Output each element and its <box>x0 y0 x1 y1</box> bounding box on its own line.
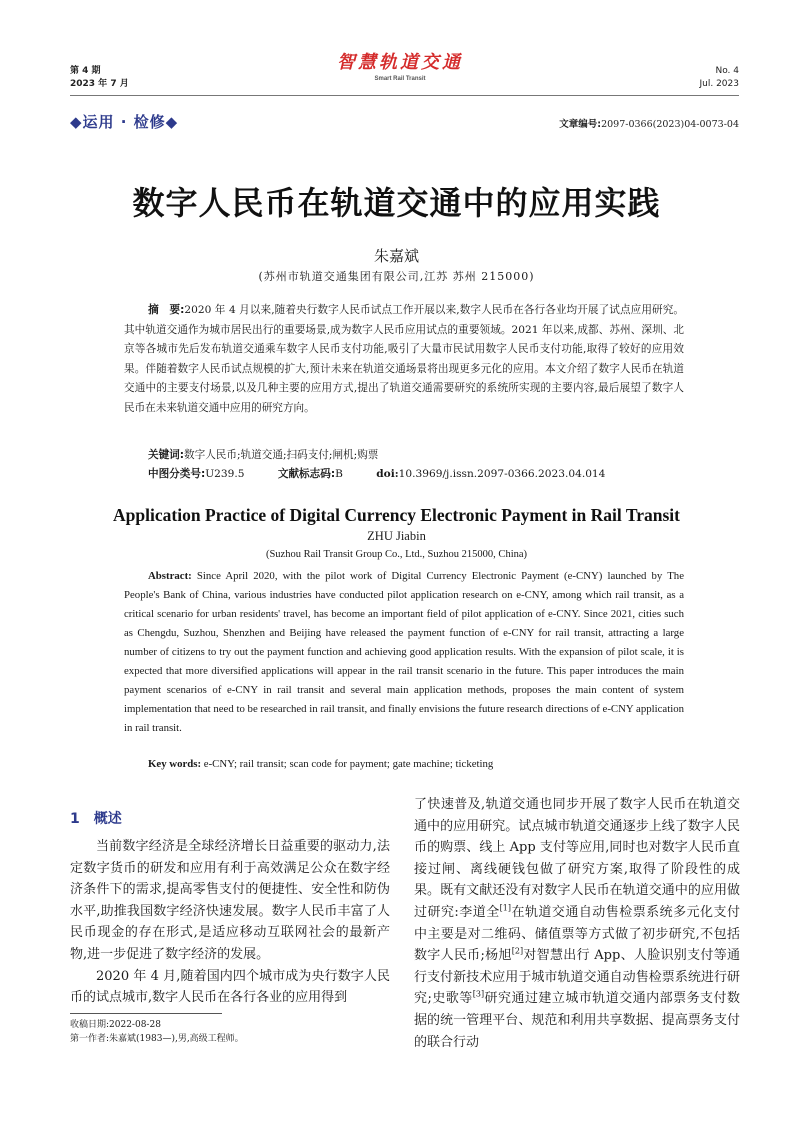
abstract-cn <box>124 301 684 418</box>
column-label: ◆运用 · 检修◆ <box>70 113 179 131</box>
citation-ref[interactable]: [1] <box>499 903 512 913</box>
author-cn: 朱嘉斌 <box>373 247 419 265</box>
text-run: 对智慧出行 App、人脸识别支付等通行支付新技术应用于城市轨道交通自动售检票系统进行研究;史歌等 <box>414 948 740 1007</box>
affiliation-cn: (苏州市轨道交通集团有限公司,江苏 苏州 215000) <box>258 270 535 283</box>
journal-name-cn: 智慧轨道交通 <box>337 52 463 73</box>
clc-value: U239.5 <box>205 468 245 480</box>
abstract-cn-text: 2020 年 4 月以来,随着央行数字人民币试点工作开展以来,数字人民币在各行各业均开展了试点应用研究。其中轨道交通作为城市居民出行的重要场景,成为数字人民币应用试点的重要领域。2021 年以来,成都、苏州、深圳、北京等各城市先后发布轨道交通乘车数字人民币支付功能,吸引了大量市民试用数字人民币支付功能,取得了较好的应用效果。伴随着数字人民币试点规模的扩大,预计未来在轨道交通场景将出现更多元化的应用。本文介绍了数字人民币在轨道交通中的主要支付场景,以及几种主要的应用方式,提出了轨道交通需要研究的系统所实现的主要内容,最后展望了数字人民币在未来轨道交通中应用的研究方向。 <box>124 304 684 414</box>
text-run: 研究通过建立城市轨道交通内部票务支付数据的统一管理平台、规范和利用共享数据、提高票务支付的联合行动 <box>414 991 740 1050</box>
issue-info-cn <box>70 65 129 91</box>
footnotes <box>70 1018 244 1046</box>
first-author-note: 第一作者:朱嘉斌(1983—),男,高级工程师。 <box>70 1034 244 1044</box>
keywords-en-label: Key words: <box>148 758 202 770</box>
abstract-cn-label: 摘 要: <box>148 304 185 316</box>
footnote-divider <box>70 1013 222 1014</box>
doi-value[interactable]: 10.3969/j.issn.2097-0366.2023.04.014 <box>398 468 606 480</box>
title-cn: 数字人民币在轨道交通中的应用实践 <box>132 184 661 222</box>
abstract-en-label: Abstract: <box>148 570 192 582</box>
paragraph: 当前数字经济是全球经济增长日益重要的驱动力,法定数字货币的研发和应用有利于高效满足公众在数字经济条件下的需求,提高零售支付的便捷性、安全性和防伪水平,助推我国数字经济快速发展。数字人民币丰富了人民币现金的存在形式,是适应移动互联网社会的最新产物,进一步促进了数字经济的发展。 <box>70 839 390 962</box>
paragraph: 2020 年 4 月,随着国内四个城市成为央行数字人民币的试点城市,数字人民币在各行各业的应用得到 <box>70 968 390 1006</box>
issue-date-en: Jul. 2023 <box>699 79 739 89</box>
doc-code-value: B <box>335 468 343 480</box>
article-number <box>559 116 739 130</box>
issue-number-en: No. 4 <box>715 66 739 76</box>
clc-label: 中图分类号: <box>148 468 206 480</box>
doi-label: doi: <box>376 468 399 480</box>
doc-code-label: 文献标志码: <box>277 468 336 480</box>
classification-line <box>148 466 635 481</box>
body-column-left <box>70 836 390 1009</box>
body-column-right <box>414 794 740 1053</box>
citation-ref[interactable]: [2] <box>511 946 524 956</box>
keywords-cn-label: 关键词: <box>148 449 185 461</box>
affiliation-en: (Suzhou Rail Transit Group Co., Ltd., Suzhou 215000, China) <box>265 549 528 560</box>
section-heading <box>70 808 122 828</box>
citation-ref[interactable]: [3] <box>472 990 485 1000</box>
journal-logo <box>300 52 500 82</box>
abstract-en <box>124 567 684 738</box>
keywords-cn <box>148 447 378 462</box>
article-number-label: 文章编号: <box>559 119 602 130</box>
text-run: 在轨道交通自动售检票系统多元化支付中主要是对二维码、储值票等方式做了初步研究,不包括数字人民币;杨旭 <box>414 904 740 964</box>
paragraph <box>414 794 740 1053</box>
issue-info-en <box>700 65 740 91</box>
keywords-en <box>148 758 493 770</box>
journal-name-en: Smart Rail Transit <box>374 76 426 82</box>
issue-date-cn: 2023 年 7 月 <box>70 79 129 89</box>
keywords-en-text: e-CNY; rail transit; scan code for payment; gate machine; ticketing <box>203 758 494 770</box>
title-en: Application Practice of Digital Currency Electronic Payment in Rail Transit <box>113 505 680 525</box>
received-date: 收稿日期:2022-08-28 <box>70 1020 161 1030</box>
article-number-value: 2097-0366(2023)04-0073-04 <box>601 119 739 130</box>
abstract-en-text: Since April 2020, with the pilot work of Digital Currency Electronic Payment (e-CNY) launched by The People's Bank of China, various industries have conducted pilot application research on e-CNY, among which rail transit, as a critical scenario for urban residents' travel, has become an important field of pilot application of e-CNY. Since 2021, cities such as Chengdu, Suzhou, Shenzhen and Beijing have released the payment function of e-CNY for rail transit, attracting a large number of citizens to try out the payment function and achieving good application results. With the expansion of pilot scale, it is expected that more diversified applications will appear in the rail transit scenario in the future. This paper introduces the main payment scenarios of e-CNY in rail transit and several main application methods, proposes the main content of system implementation that need to be researched in rail transit, and finally envisions the future research directions of e-CNY application in rail transit. <box>124 570 684 734</box>
text-run: 了快速普及,轨道交通也同步开展了数字人民币在轨道交通中的应用研究。试点城市轨道交通逐步上线了数字人民币的购票、线上 App 支付等应用,同时也对数字人民币直接过闸、离线硬钱包做了研究方案,取得了阶段性的成果。既有文献还没有对数字人民币在轨道交通中的应用做过研究:李道全 <box>414 797 740 920</box>
section-number: 1 <box>70 811 80 827</box>
issue-number-cn: 第 4 期 <box>70 66 101 76</box>
author-en: ZHU Jiabin <box>367 529 426 543</box>
header-divider <box>70 95 739 96</box>
keywords-cn-text: 数字人民币;轨道交通;扫码支付;闸机;购票 <box>184 449 379 461</box>
section-title: 概述 <box>93 811 122 827</box>
